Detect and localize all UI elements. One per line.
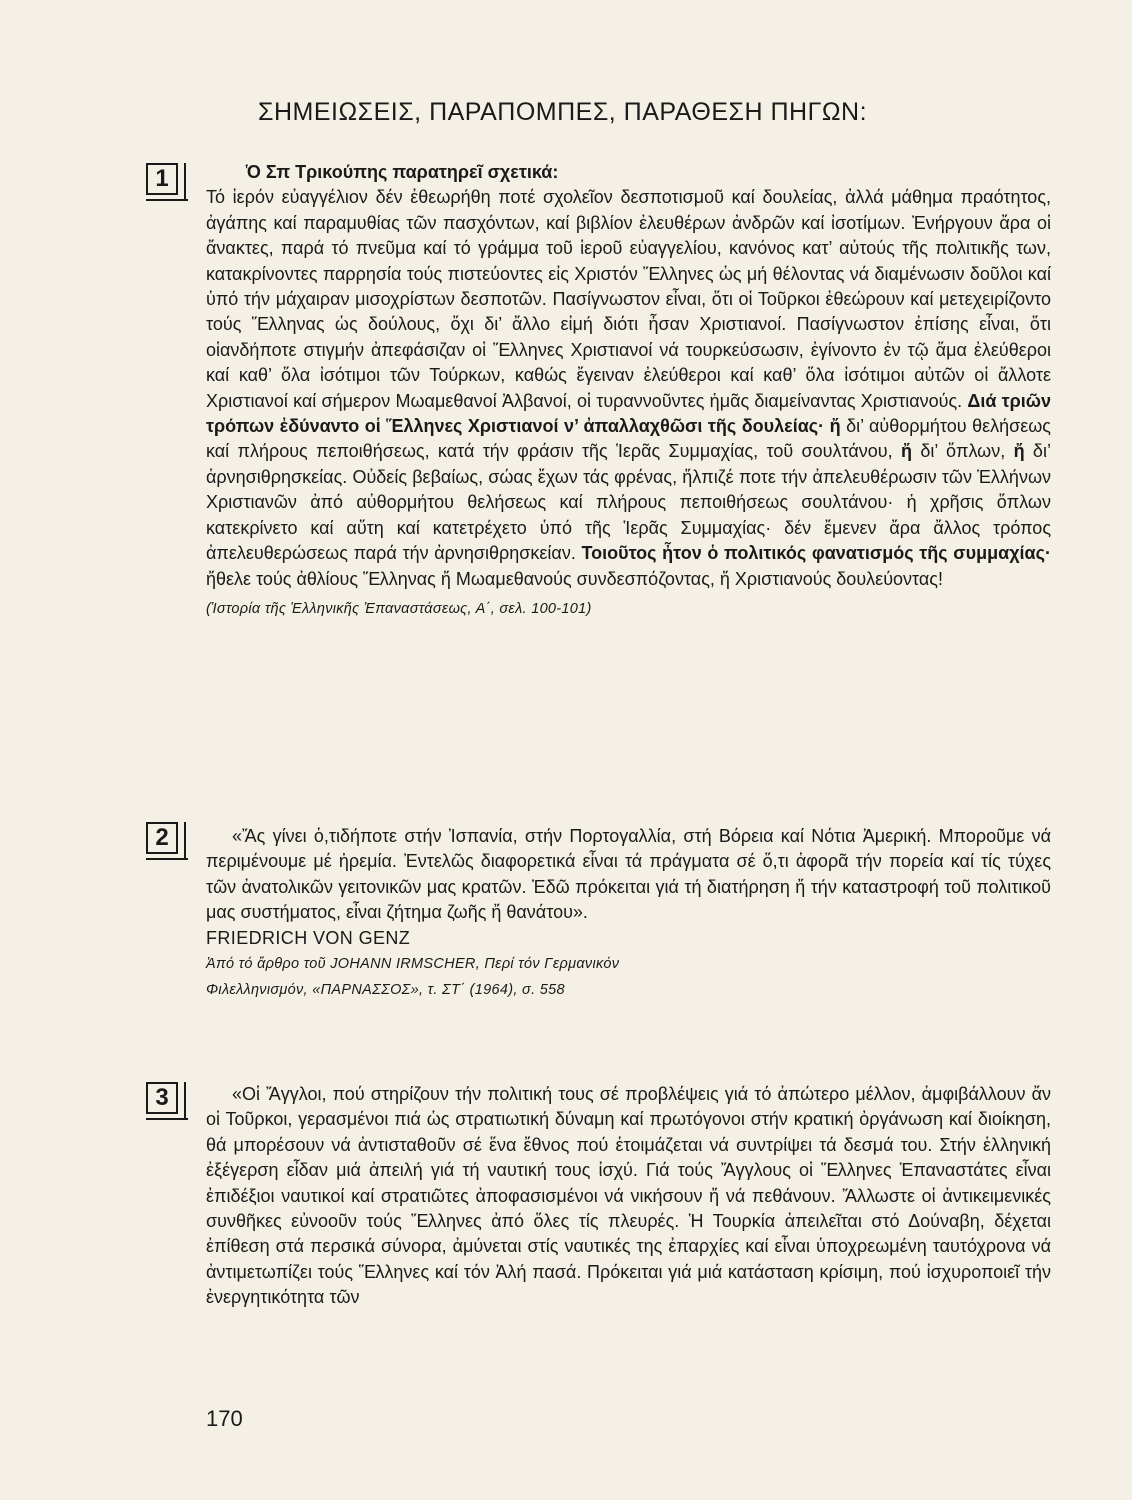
- note-1-body: Τό ἱερόν εὐαγγέλιον δέν ἐθεωρήθη ποτέ σχολεῖον δεσποτισμοῦ καί δουλείας, ἀλλά μάθημα πραότητος, ἀγάπης καί παραμυθίας τῶν πασχόντων, καί βιβλίον ἐλευθέρων ἀνδρῶν καί ἰσοτίμων. Ἐνήργουν ἄρα οἱ ἄνακτες, παρά τό πνεῦμα καί τό γράμμα τοῦ ἱεροῦ εὐαγγελίου, κανόνος κατ’ αὐτούς τῆς πολιτικῆς των, κατακρίνοντες παρρησία τούς πιστεύοντες εἰς Χριστόν Ἕλληνες ὡς μή θέλοντας νά διαμένωσιν δοῦλοι καί ὑπό τήν μάχαιραν μισοχρίστων δεσποτῶν. Πασίγνωστον εἶναι, ὅτι οἱ Τοῦρκοι ἐθεώρουν καί μετεχειρίζοντο τούς Ἕλληνας ὡς δούλους, ὄχι δι’ ἄλλο εἰμή διότι ἦσαν Χριστιανοί. Πασίγνωστον ἐπίσης εἶναι, ὅτι οἱανδήποτε στιγμήν ἀπεφάσιζαν οἱ Ἕλληνες Χριστιανοί νά τουρκεύσωσιν, ἐγίνοντο ἐν τῷ ἅμα ἐλεύθεροι καί καθ’ ὅλα ἰσότιμοι τῶν Τούρκων, καθώς ἔγειναν ἐλεύθεροι καί καθ’ ὅλα ἰσότιμοι αὐτῶν οἱ ἄλλοτε Χριστιανοί καί σήμερον Μωαμεθανοί Ἀλβανοί, οἱ τυραννοῦντες ἡμᾶς διαμείναντας Χριστιανούς. Διά τριῶν τρόπων ἐδύναντο οἱ Ἕλληνες Χριστιανοί ν’ ἀπαλλαχθῶσι τῆς δουλείας· ἤ δι’ αὐθορμήτου θελήσεως καί πλήρους πεποιθήσεως, κατά τήν φράσιν τῆς Ἱερᾶς Συμμαχίας, τοῦ σουλτάνου, ἤ δι’ ὅπλων, ἤ δι’ ἀρνησιθρησκείας. Οὐδείς βεβαίως, σώας ἔχων τάς φρένας, ἤλπιζέ ποτε τήν ἀπελευθέρωσιν τῶν Ἑλλήνων Χριστιανῶν ἀπό αὐθορμήτου θελήσεως καί πλήρους πεποιθήσεως σουλτάνου· ἡ χρῆσις ὅπλων κατεκρίνετο καί αὕτη καί κατετρέχετο ὑπό τῆς Ἱερᾶς Συμμαχίας· δέν ἔμενεν ἄρα ἄλλος τρόπος ἀπελευθερώσεως παρά τήν ἀρνησιθρησκείαν. Τοιοῦτος ἦτον ὁ πολιτικός φανατισμός τῆς συμμαχίας· ἤθελε τούς ἀθλίους Ἕλληνας ἤ Μωαμεθανούς συνδεσπόζοντας, ἤ Χριστιανούς δουλεύοντας!: [206, 187, 1051, 589]
- note-2-source-line-1: Ἀπό τό ἄρθρο τοῦ JOHANN IRMSCHER, Περί τόν Γερμανικόν: [206, 956, 620, 973]
- note-3-quote: «Οἱ Ἄγγλοι, πού στηρίζουν τήν πολιτική τους σέ προβλέψεις γιά τό ἀπώτερο μέλλον, ἀμφιβάλλουν ἄν οἱ Τοῦρκοι, γερασμένοι πιά ὡς στρατιωτική δύναμη καί πρωτόγονοι στήν κρατική ὀργάνωση καί διοίκηση, θά μπορέσουν νά ἀντισταθοῦν σέ ἕνα ἔθνος πού ἑτοιμάζεται νά συντρίψει τά δεσμά του. Στήν ἑλληνική ἐξέγερση εἶδαν μιά ἀπειλή γιά τή ναυτική τους ἰσχύ. Γιά τούς Ἄγγλους οἱ Ἕλληνες Ἐπαναστάτες εἶναι ἐπιδέξιοι ναυτικοί καί στρατιῶτες ἀποφασισμένοι νά νικήσουν ἤ νά πεθάνουν. Ἄλλωστε οἱ ἀντικειμενικές συνθῆκες εὐνοοῦν τούς Ἕλληνες ἀπό ὅλες τίς πλευρές. Ἡ Τουρκία ἀπειλεῖται στό Δούναβη, δέχεται ἐπίθεση στά περσικά σύνορα, ἀμύνεται στίς ναυτικές της ἐπαρχίες καί εἶναι ὑποχρεωμένη ταυτόχρονα νά ἀντιμετωπίζει τούς Ἕλληνες καί τόν Ἀλή πασά. Πρόκειται γιά μιά κατάσταση κρίσιμη, πού ἰσχυροποιεῖ τήν ἐνεργητικότητα τῶν: [206, 1084, 1051, 1308]
- note-3: [206, 1082, 1051, 1311]
- note-number-1: 1: [146, 163, 178, 195]
- note-1: [206, 160, 1051, 622]
- note-2-quote: «Ἄς γίνει ὁ,τιδήποτε στήν Ἰσπανία, στήν Πορτογαλλία, στή Βόρεια καί Νότια Ἀμερική. Μποροῦμε νά περιμένουμε μέ ἠρεμία. Ἐντελῶς διαφορετικά εἶναι τά πράγματα σέ ὅ,τι ἀφορᾶ τήν πορεία καί τίς τύχες τῶν ἀνατολικῶν γειτονικῶν μας κρατῶν. Ἐδῶ πρόκειται γιά τή διατήρηση ἤ τήν καταστροφή τοῦ πολιτικοῦ μας συστήματος, εἶναι ζήτημα ζωῆς ἤ θανάτου».: [206, 826, 1051, 923]
- note-2-source-line-2: Φιλελληνισμόν, «ΠΑΡΝΑΣΣΟΣ», τ. ΣΤ΄ (1964), σ. 558: [206, 982, 565, 999]
- note-2: [206, 824, 1051, 1003]
- page-heading: ΣΗΜΕΙΩΣΕΙΣ, ΠΑΡΑΠΟΜΠΕΣ, ΠΑΡΑΘΕΣΗ ΠΗΓΩΝ:: [258, 98, 868, 126]
- note-number-3: 3: [146, 1082, 178, 1114]
- note-2-author: FRIEDRICH VON GENZ: [206, 927, 411, 948]
- note-number-2: 2: [146, 822, 178, 854]
- note-1-intro: Ὁ Σπ Τρικούπης παρατηρεῖ σχετικά:: [246, 162, 559, 182]
- note-1-source: (Ἱστορία τῆς Ἑλληνικῆς Ἐπαναστάσεως, Α΄, σελ. 100-101): [206, 600, 592, 617]
- page-number: 170: [206, 1406, 243, 1431]
